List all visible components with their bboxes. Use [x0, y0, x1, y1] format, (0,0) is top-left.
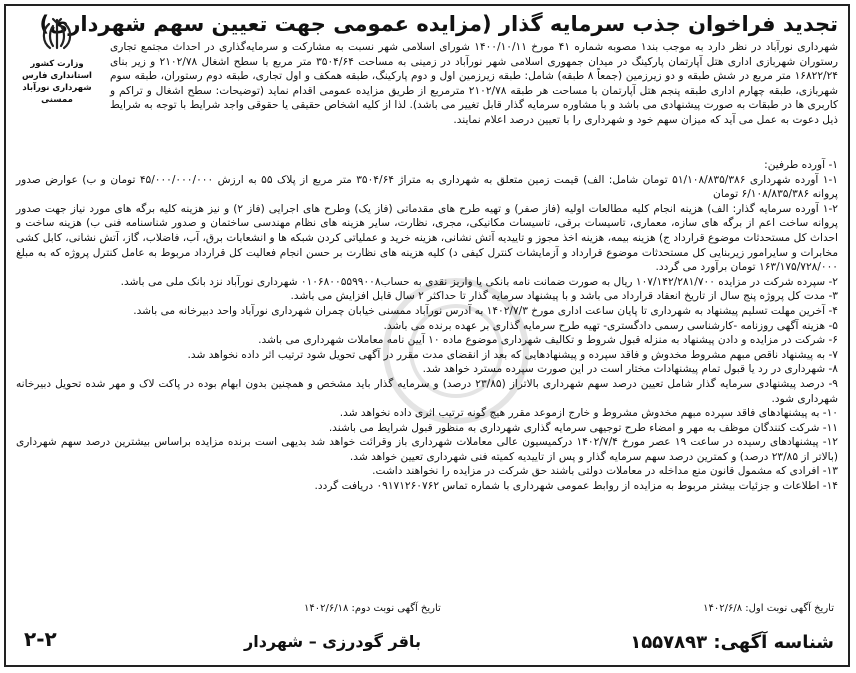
- first-publication-date: تاریخ آگهی نوبت اول: ۱۴۰۲/۶/۸: [703, 603, 834, 614]
- ad-code: شناسه آگهی: ۱۵۵۷۸۹۳: [630, 632, 834, 653]
- iran-emblem-icon: [36, 14, 78, 56]
- list-item: ۱۲- پیشنهادهای رسیده در ساعت ۱۹ عصر مورخ ۱۴۰۲/۷/۴ درکمیسیون عالی معاملات شهرداری باز وقرائت خواهد شد بدیهی است برنده مزایده براساس بیشترین درصد سهم شهرداری (بالاتر از ۲۳/۸۵ درصد) و کمترین درصد سهم سرمایه گذار و پس از تاییدیه کمیته فنی شهرداری تعیین خواهد شد.: [16, 436, 838, 463]
- page-mark: ۲-۲: [24, 627, 57, 651]
- conditions-list: [16, 158, 838, 494]
- signatory: باقر گودرزی – شهردار: [244, 632, 421, 651]
- list-item: ۷- به پیشنهاد ناقص مبهم مشروط مخدوش و فاقد سپرده و پیشنهادهایی که بعد از انقضای مدت مقرر در آگهی تحویل شود ترتیب اثر داده نخواهد شد.: [187, 348, 838, 361]
- emblem-line-municipality: شهرداری نورآباد ممسنی: [22, 83, 92, 105]
- list-item: ۱۱- شرکت کنندگان موظف به مهر و امضاء طرح توجیهی سرمایه گذاری شهرداری به منظور قبول شرایط می باشند.: [328, 421, 838, 434]
- list-item: ۱-۲ آورده سرمایه گذار: الف) هزینه انجام کلیه مطالعات اولیه (فاز صفر) و تهیه طرح های مقدماتی (فاز یک) وطرح های اجرایی (فاز ۲) و نیز هزینه کلیه برگه های مورد نیاز جهت صدور پروانه ساخت اعم از برگه های سازه، معماری، تاسیسات برقی، تاسیسات مکانیکی، مجری، نظارت، سایر هزینه های نظام مهندسی ساختمان و صدور شناسنامه فنی ب) هزینه ساخت و احداث کل مستحدثات موضوع قرارداد ج) هزینه بیمه، هزینه اخذ مجوز و تاییدیه آتش نشانی، هزینه خرید و عملیاتی کردن شبکه ها و انشعابات برق، آب، فاضلاب، گاز، آتش نشانی، کابل کشی مخابرات و سایرامور زیربنایی کل مستحدثات موضوع قرارداد و آزمایشات کنترل کیفی د) کلیه هزینه های نظارت بر حسن انجام فعالیت کل قرارداد مربوط به عامل کنترل پروژه که به مبلغ ۱۶۳/۱۷۵/۷۲۸/۰۰۰ تومان برآورد می گردد.: [16, 202, 838, 274]
- second-publication-date: تاریخ آگهی نوبت دوم: ۱۴۰۲/۶/۱۸: [304, 603, 441, 614]
- intro-paragraph: شهرداری نورآباد در نظر دارد به موجب بند۱ مصوبه شماره ۴۱ مورخ ۱۴۰۰/۱۰/۱۱ شورای اسلامی شهر نسبت به مشارکت و سرمایه‌گذاری در احداث مجتمع تجاری رستوران شهربازی اداری هتل آپارتمان پارکینگ در میدان جمهوری اسلامی شهر نورآباد در زمینی به مساحت ۳۵۰۴/۶۴ متر مربع با سطح اشغال ۲۱۰۲/۷۸ و زیر بنای ۱۶۸۲۲/۲۴ متر مربع در شش طبقه و دو زیرزمین (جمعاً ۸ طبقه) شامل: طبقه زیرزمین اول و دوم پارکینگ، طبقه همکف و اول تجاری، طبقه دوم رستوران، طبقه سوم شهربازی، طبقه چهارم اداری طبقه پنجم هتل آپارتمان با مساحت هر طبقه ۲۱۰۲/۷۸ مترمربع از طریق مزایده عمومی اقدام نماید (توضیحات: سطح اشغال و تراکم و کاربری ها در طبقات به صورت پیشنهادی می باشد و با مشاوره سرمایه گذار قابل تغییر می باشد). لذا از کلیه اشخاص حقیقی یا حقوقی واجد شرایط با توجه به شرایط ذیل دعوت به عمل می آید که میزان سهم خود و شهرداری را با تعیین درصد اعلام نمایند.: [110, 41, 838, 126]
- list-item: ۹- درصد پیشنهادی سرمایه گذار شامل تعیین درصد سهم شهرداری بالاتراز (۲۳/۸۵ درصد) و سرمایه گذار باید مشخص و همچنین بدون ابهام بوده در پاکت لاک و مهر شده تحویل دبیرخانه شهرداری شود.: [16, 377, 838, 405]
- list-item: ۱- آورده طرفین:: [764, 159, 838, 171]
- list-item: ۲- سپرده شرکت در مزایده ۱۰۷/۱۴۲/۲۸۱/۷۰۰ ریال به صورت ضمانت نامه بانکی یا واریز نقدی به حساب۰۱۰۶۸۰۰۵۵۹۹۰۰۸ شهرداری نورآباد نزد بانک ملی می باشد.: [120, 275, 838, 288]
- emblem-line-ministry: وزارت کشور: [30, 59, 84, 69]
- list-item: ۱۳- افرادی که مشمول قانون منع مداخله در معاملات دولتی باشند حق شرکت در مزایده را نخواهند داشت.: [372, 465, 838, 478]
- list-item: ۴- آخرین مهلت تسلیم پیشنهاد به شهرداری تا پایان ساعت اداری مورخ ۱۴۰۲/۷/۳ به آدرس نورآباد ممسنی خیابان چمران شهرداری نورآباد واحد دبیرخانه می باشد.: [133, 304, 838, 317]
- municipality-emblem: [12, 14, 102, 112]
- list-item: ۱۴- اطلاعات و جزئیات بیشتر مربوط به مزایده از روابط عمومی شهرداری با شماره تماس ۰۹۱۷۱۲۶۰۷۶۲ دریافت گردد.: [314, 480, 838, 493]
- intro-paragraph-block: [110, 40, 838, 128]
- advertisement-frame: [4, 4, 850, 667]
- emblem-line-province: استانداری فارس: [22, 71, 92, 81]
- list-item: ۸- شهرداری در رد یا قبول تمام پیشنهادات مختار است در این صورت سپرده مسترد خواهد شد.: [422, 363, 838, 376]
- footer: [14, 603, 840, 661]
- list-item: ۶- شرکت در مزایده و دادن پیشنهاد به منزله قبول شروط و تکالیف شهرداری موضوع ماده ۱۰ آیین نامه معاملات شهرداری می باشد.: [258, 334, 838, 347]
- ad-title: تجدید فراخوان جذب سرمایه گذار (مزایده عمومی جهت تعیین سهم شهرداری): [39, 12, 838, 36]
- list-item: ۱۰- به پیشنهادهای فاقد سپرده مبهم مخدوش مشروط و خارج ازموعد مقرر هیچ گونه ترتیب اثری داده نخواهد شد.: [339, 407, 838, 420]
- list-item: ۵- هزینه آگهی روزنامه -کارشناسی رسمی دادگستری- تهیه طرح سرمایه گذاری بر عهده برنده می باشد.: [383, 319, 838, 332]
- list-item: ۳- مدت کل پروژه پنج سال از تاریخ انعقاد قرارداد می باشد و با پیشنهاد سرمایه گذار تا حداکثر ۲ سال قابل افزایش می باشد.: [290, 290, 838, 303]
- list-item: ۱-۱ آورده شهرداری ۵۱/۱۰۸/۸۳۵/۳۸۶ تومان شامل: الف) قیمت زمین متعلق به شهرداری به متراژ ۳۵۰۴/۶۴ متر مربع از پلاک ۵۵ به ارزش ۴۵/۰۰۰/۰۰۰/۰۰۰ تومان و ب) عوارض صدور پروانه ۶/۱۰۸/۸۳۵/۳۸۶ تومان: [16, 173, 838, 201]
